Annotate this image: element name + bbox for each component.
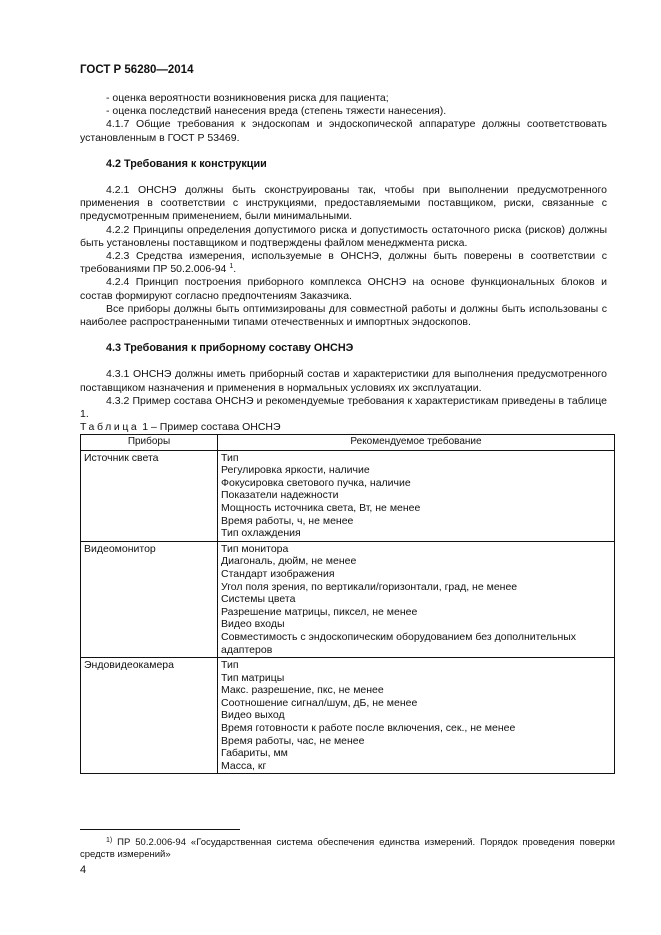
requirement-line: Видео входы xyxy=(221,618,285,631)
requirement-line: Тип xyxy=(221,659,239,672)
device-cell: Видеомонитор xyxy=(81,541,218,657)
paragraph-4-2-1: 4.2.1 ОНСНЭ должны быть сконструированы так, чтобы при выполнении предусмотренного применения в соответствии с инструкциями, предоставляемыми поставщиком, риски, связанные с предусмотренным применением, были минимальными. xyxy=(80,184,607,223)
requirement-line: Разрешение матрицы, пиксел, не менее xyxy=(221,605,418,618)
requirement-line: Габариты, мм xyxy=(221,747,288,760)
requirement-line: Тип охлаждения xyxy=(221,527,301,540)
section-heading-4-2: 4.2 Требования к конструкции xyxy=(106,157,267,170)
requirement-line: Время готовности к работе после включения, сек., не менее xyxy=(221,722,516,735)
footnote-reference: 1 xyxy=(229,263,234,271)
requirements-cell xyxy=(218,541,615,657)
requirements-cell xyxy=(218,450,615,541)
paragraph-list-item: - оценка вероятности возникновения риска для пациента; xyxy=(106,92,389,104)
paragraph-4-1-7: 4.1.7 Общие требования к эндоскопам и эндоскопической аппаратуре должны соответствовать установленным в ГОСТ Р 53469. xyxy=(80,118,607,144)
paragraph-4-2-4: 4.2.4 Принцип построения приборного комплекса ОНСНЭ на основе функциональных блоков и состав формируют согласно предпочтениям Заказчика. xyxy=(80,276,607,302)
column-header-devices: Приборы xyxy=(81,435,218,451)
requirement-line: Тип xyxy=(221,451,239,464)
device-cell: Источник света xyxy=(81,450,218,541)
page-number: 4 xyxy=(80,864,87,876)
requirement-line: Регулировка яркости, наличие xyxy=(221,464,370,477)
paragraph-4-3-1: 4.3.1 ОНСНЭ должны иметь приборный состав и характеристики для выполнения предусмотренного поставщиком назначения и применения в нормальных условиях их эксплуатации. xyxy=(80,368,607,394)
footnote-mark: 1) xyxy=(106,837,113,844)
requirement-line: Показатели надежности xyxy=(221,489,339,502)
paragraph-4-2-2: 4.2.2 Принципы определения допустимого риска и допустимость остаточного риска (рисков) должны быть установлены поставщиком и подтверждены файлом менеджмента риска. xyxy=(80,223,607,249)
requirement-line: Тип монитора xyxy=(221,542,289,555)
table-header-row xyxy=(81,435,615,451)
table-caption-word: Таблица xyxy=(80,421,140,433)
requirement-line: Время работы, ч, не менее xyxy=(221,514,354,527)
requirement-line: Стандарт изображения xyxy=(221,567,335,580)
table-caption-text: 1 – Пример состава ОНСНЭ xyxy=(142,421,281,433)
paragraph-4-2-3-text: 4.2.3 Средства измерения, используемые в ОНСНЭ, должны быть поверены в соответствии с требованиями ПР 50.2.006-94 xyxy=(80,250,607,276)
requirement-line: Фокусировка светового пучка, наличие xyxy=(221,476,411,489)
paragraph-4-2-4-cont: Все приборы должны быть оптимизированы для совместной работы и должны быть использованы с наиболее распространенными типами отечественных и импортных эндоскопов. xyxy=(80,302,607,329)
requirement-line: Диагональ, дюйм, не менее xyxy=(221,555,357,568)
device-cell: Эндовидеокамера xyxy=(81,658,218,774)
table-row xyxy=(81,450,615,541)
requirement-line: Соотношение сигнал/шум, дБ, не менее xyxy=(221,696,418,709)
paragraph-4-2-3 xyxy=(80,250,607,276)
footnote-text: ПР 50.2.006-94 «Государственная система обеспечения единства измерений. Порядок проведения поверки средств измерений» xyxy=(80,837,615,860)
section-heading-4-3: 4.3 Требования к приборному составу ОНСНЭ xyxy=(106,342,354,355)
requirement-line: Системы цвета xyxy=(221,593,296,606)
paragraph-4-3-2: 4.3.2 Пример состава ОНСНЭ и рекомендуемые требования к характеристикам приведены в таблице 1. xyxy=(80,394,607,421)
table-caption xyxy=(80,421,281,433)
requirement-line: Макс. разрешение, пкс, не менее xyxy=(221,684,384,697)
requirements-cell xyxy=(218,658,615,774)
table-row xyxy=(81,658,615,774)
footnote xyxy=(80,837,615,861)
requirements-table xyxy=(80,434,615,774)
document-body xyxy=(80,92,607,421)
table-row xyxy=(81,541,615,657)
footnote-separator xyxy=(80,829,240,830)
requirement-line: Совместимость с эндоскопическим оборудованием без дополнительных адаптеров xyxy=(221,630,577,656)
requirement-line: Мощность источника света, Вт, не менее xyxy=(221,501,421,514)
document-header: ГОСТ Р 56280—2014 xyxy=(80,64,194,76)
requirement-line: Время работы, час, не менее xyxy=(221,734,365,747)
requirement-line: Тип матрицы xyxy=(221,671,285,684)
column-header-requirements: Рекомендуемое требование xyxy=(218,435,615,451)
requirement-line: Масса, кг xyxy=(221,759,267,772)
paragraph-4-2-3-end: . xyxy=(233,263,237,276)
paragraph-list-item: - оценка последствий нанесения вреда (степень тяжести нанесения). xyxy=(106,105,447,118)
requirement-line: Угол поля зрения, по вертикали/горизонтали, град, не менее xyxy=(221,580,518,593)
requirement-line: Видео выход xyxy=(221,709,285,722)
